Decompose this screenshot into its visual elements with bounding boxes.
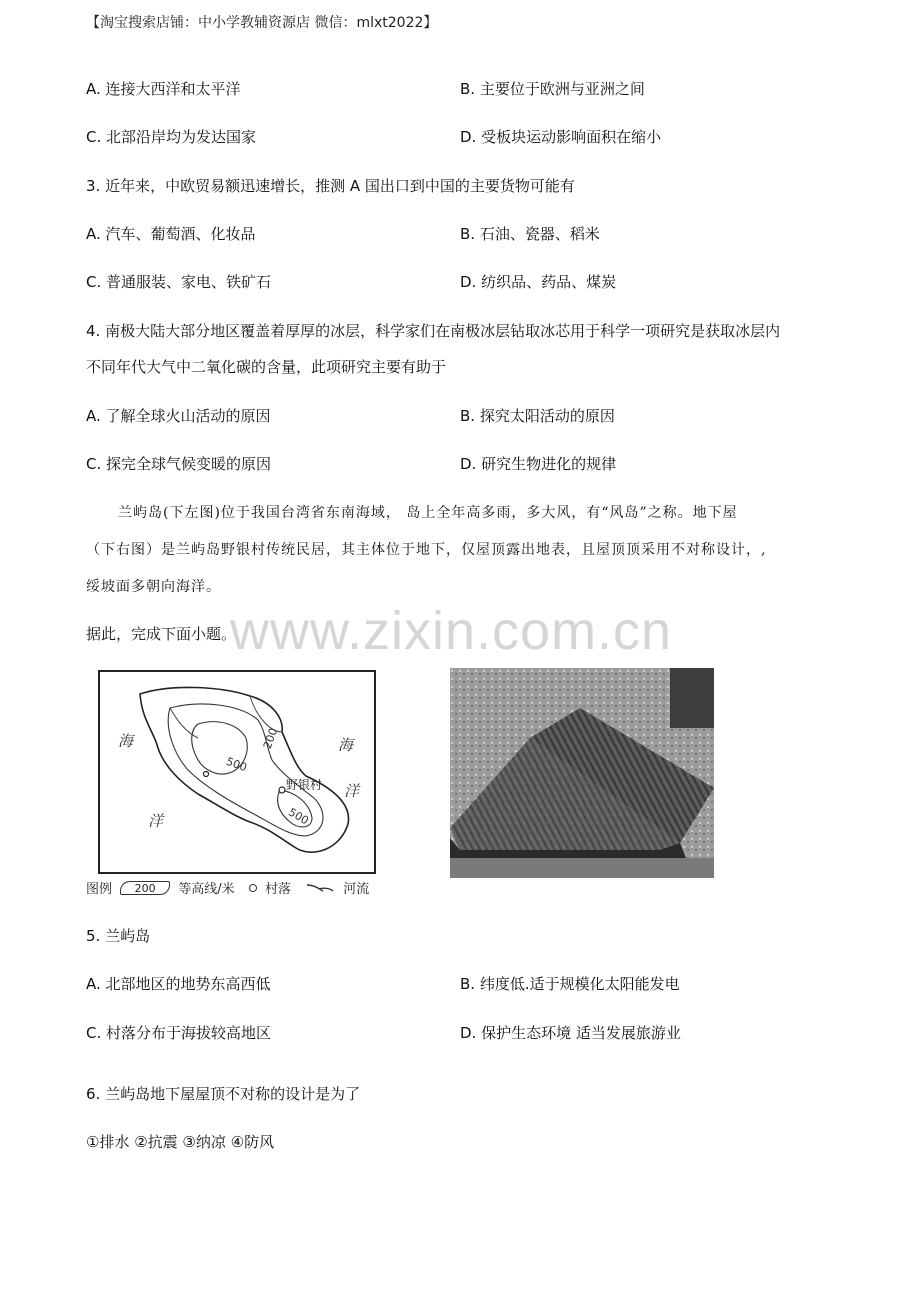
q6-stem: 6. 兰屿岛地下屋屋顶不对称的设计是为了 [86,1085,361,1103]
q4-option-c[interactable]: C. 探完全球气候变暖的原因 [86,455,272,473]
q2-option-b[interactable]: B. 主要位于欧洲与亚洲之间 [460,80,645,98]
island-outline-icon [100,672,374,872]
q3-stem: 3. 近年来，中欧贸易额迅速增长，推测 A 国出口到中国的主要货物可能有 [86,177,575,195]
sea-label-4: 洋 [344,782,360,800]
q5-option-d[interactable]: D. 保护生态环境 适当发展旅游业 [460,1024,681,1042]
underground-house-photo [450,668,714,878]
contour-label-500-north: 500 [224,754,249,775]
q4-option-d[interactable]: D. 研究生物进化的规律 [460,455,617,473]
q5-stem: 5. 兰屿岛 [86,927,151,945]
q3-option-a[interactable]: A. 汽车、葡萄酒、化妆品 [86,225,256,243]
contour-label-200: 200 [260,726,281,751]
q6-choices: ①排水 ②抗震 ③纳凉 ④防风 [86,1133,275,1151]
q3-option-b[interactable]: B. 石油、瓷器、稻米 [460,225,600,243]
passage-line-3: 绥坡面多朝向海洋。 [86,579,221,595]
q4-option-a[interactable]: A. 了解全球火山活动的原因 [86,407,271,425]
legend-river-icon [305,881,335,895]
legend-contour-text: 等高线/米 [178,882,235,897]
q5-option-c[interactable]: C. 村落分布于海拔较高地区 [86,1024,272,1042]
contour-label-500-south: 500 [286,805,311,828]
q3-option-d[interactable]: D. 纺织品、药品、煤炭 [460,273,617,291]
legend-village-icon [249,884,257,892]
q3-option-c[interactable]: C. 普通服装、家电、铁矿石 [86,273,272,291]
sea-label-3: 海 [338,736,354,754]
q4-option-b[interactable]: B. 探究太阳活动的原因 [460,407,615,425]
q4-stem-line2: 不同年代大气中二氧化碳的含量，此项研究主要有助于 [86,358,447,376]
q4-stem-line1: 4. 南极大陆大部分地区覆盖着厚厚的冰层，科学家们在南极冰层钻取冰芯用于科学一项研究是获取冰层内 [86,322,781,340]
q2-option-a[interactable]: A. 连接大西洋和太平洋 [86,80,241,98]
legend-river-text: 河流 [343,882,370,897]
roof-photo-icon [450,668,714,878]
village-label: 野银村 [286,778,323,792]
passage-line-2: （下右图）是兰屿岛野银村传统民居，其主体位于地下，仅屋顶露出地表，且屋顶顶采用不对称设计，, [86,542,767,558]
sea-label-2: 洋 [148,812,164,830]
legend-contour-icon: 200 [120,881,170,895]
passage-line-1: 兰屿岛(下左图)位于我国台湾省东南海域， 岛上全年高多雨，多大风，有“风岛”之称。地下屋 [118,505,738,521]
island-map [98,670,376,874]
watermark: www.zixin.com.cn [230,601,673,661]
q5-option-b[interactable]: B. 纬度低.适于规模化太阳能发电 [460,975,680,993]
header-note: 【淘宝搜索店铺：中小学教辅资源店 微信：mlxt2022】 [86,15,438,31]
q2-option-c[interactable]: C. 北部沿岸均为发达国家 [86,128,257,146]
q2-option-d[interactable]: D. 受板块运动影响面积在缩小 [460,128,662,146]
legend-village-text: 村落 [264,882,291,897]
legend-title: 图例 [86,882,113,897]
sea-label-1: 海 [118,732,134,750]
q5-option-a[interactable]: A. 北部地区的地势东高西低 [86,975,271,993]
map-legend [86,878,369,900]
passage-instruction: 据此，完成下面小题。 [86,625,237,643]
